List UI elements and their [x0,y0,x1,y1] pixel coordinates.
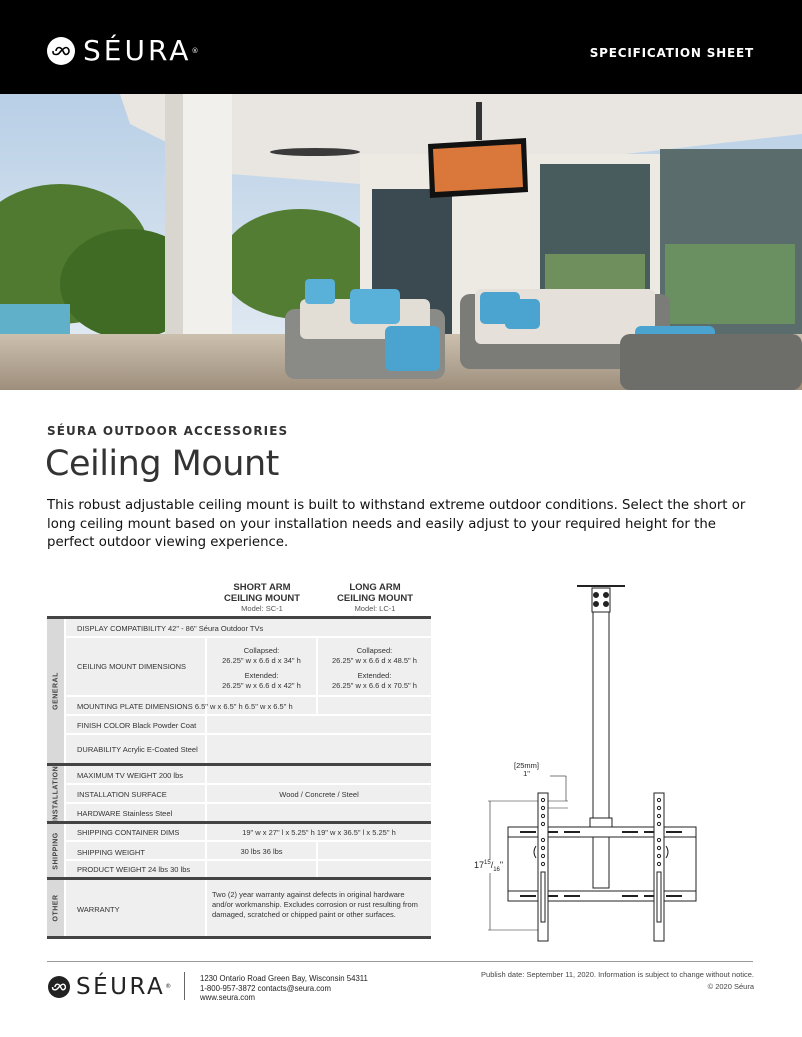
infinity-logo-icon [48,976,70,998]
dimension-25mm-label: [25mm] 1" [514,761,540,778]
short-extended-value: 26.25" w x 6.6 d x 42" h [222,681,301,690]
footer-website: www.seura.com [200,993,256,1002]
hero-photo [0,94,802,390]
max-weight-text: MAXIMUM TV WEIGHT 200 lbs [77,771,184,780]
short-collapsed-value: 26.25" w x 6.6 d x 34" h [222,656,301,665]
long-collapsed-value: 26.25" w x 6.6 d x 48.5" h [332,656,417,665]
finish-color-text: FINISH COLOR Black Powder Coat [77,721,197,730]
brand-name: SÉURA® [83,34,199,67]
row-durability [66,735,431,763]
row-hardware [66,804,431,821]
footer-brand-name: SÉURA® [76,974,172,1000]
dimensions-label: CEILING MOUNT DIMENSIONS [77,662,187,671]
dimension-height-label: $17^{15}/_{16}$" [474,860,504,873]
specification-sheet-label: SPECIFICATION SHEET [589,46,754,60]
brand-logo [47,35,198,67]
ceiling-mount-diagram [470,580,710,945]
row-finish-color [66,716,431,733]
warranty-label: WARRANTY [77,905,120,914]
short-collapsed-label: Collapsed: [243,646,280,655]
row-mounting-plate [66,697,431,714]
footer-vertical-divider [184,972,185,1000]
publish-date: Publish date: September 11, 2020. Information is subject to change without notice. [481,970,754,979]
container-values: 19" w x 27" l x 5.25" h 19" w x 36.5" l x 5.25" h [242,828,396,837]
section-divider [47,936,431,939]
ship-weight-values: 30 lbs 36 lbs [240,847,283,856]
row-display-compatibility [66,619,431,636]
mounting-plate-text: MOUNTING PLATE DIMENSIONS 6.5" w x 6.5" h 6.5" w x 6.5" h [77,702,293,711]
display-compatibility-text: DISPLAY COMPATIBILITY 42" - 86" Séura Outdoor TVs [77,624,264,633]
product-weight-text: PRODUCT WEIGHT 24 lbs 30 lbs [77,865,191,874]
footer-address: 1230 Ontario Road Green Bay, Wisconsin 54311 [200,974,368,983]
column-header-long-arm: LONG ARM CEILING MOUNT Model: LC-1 [337,582,413,613]
row-warranty [66,880,431,936]
surface-value: Wood / Concrete / Steel [279,790,359,799]
row-installation-surface [66,785,431,802]
column-header-short-arm: SHORT ARM CEILING MOUNT Model: SC-1 [224,582,300,613]
surface-label: INSTALLATION SURFACE [77,790,167,799]
section-band-other: OTHER [47,880,64,936]
copyright: © 2020 Séura [707,982,754,991]
ship-weight-label: SHIPPING WEIGHT [77,848,145,857]
durability-text: DURABILITY Acrylic E-Coated Steel [77,745,198,754]
section-band-installation: INSTALLATION [47,766,64,821]
long-extended-label: Extended: [357,671,392,680]
row-max-tv-weight [66,766,431,783]
header-bar [0,0,802,94]
row-product-weight [66,861,431,877]
footer-brand-logo [48,975,171,999]
warranty-value: Two (2) year warranty against defects in original hardware and/or workmanship. Excludes corrosion or rust resulting from damaged, scratched or chipped paint or other surfaces. [212,890,418,919]
row-shipping-container [66,824,431,840]
row-shipping-weight [66,842,431,859]
product-description: This robust adjustable ceiling mount is built to withstand extreme outdoor conditions. Select the short or long ceiling mount based on your installation needs and easily adjust to your required height for the perfect outdoor viewing experience. [47,498,746,550]
footer-contact [200,974,368,1003]
container-label: SHIPPING CONTAINER DIMS [77,828,180,837]
hardware-text: HARDWARE Stainless Steel [77,809,173,818]
page-title: Ceiling Mount [45,444,279,484]
row-ceiling-mount-dimensions [66,638,431,695]
short-extended-label: Extended: [244,671,279,680]
section-band-general: GENERAL [47,619,64,763]
footer-divider [47,961,753,962]
long-collapsed-label: Collapsed: [356,646,393,655]
footer-publish-info [481,969,754,993]
section-band-shipping: SHIPPING [47,824,64,877]
category-eyebrow: SÉURA OUTDOOR ACCESSORIES [47,424,289,438]
footer-phone-email: 1-800-957-3872 contacts@seura.com [200,983,332,993]
long-extended-value: 26.25" w x 6.6 d x 70.5" h [332,681,417,690]
infinity-logo-icon [47,37,75,65]
